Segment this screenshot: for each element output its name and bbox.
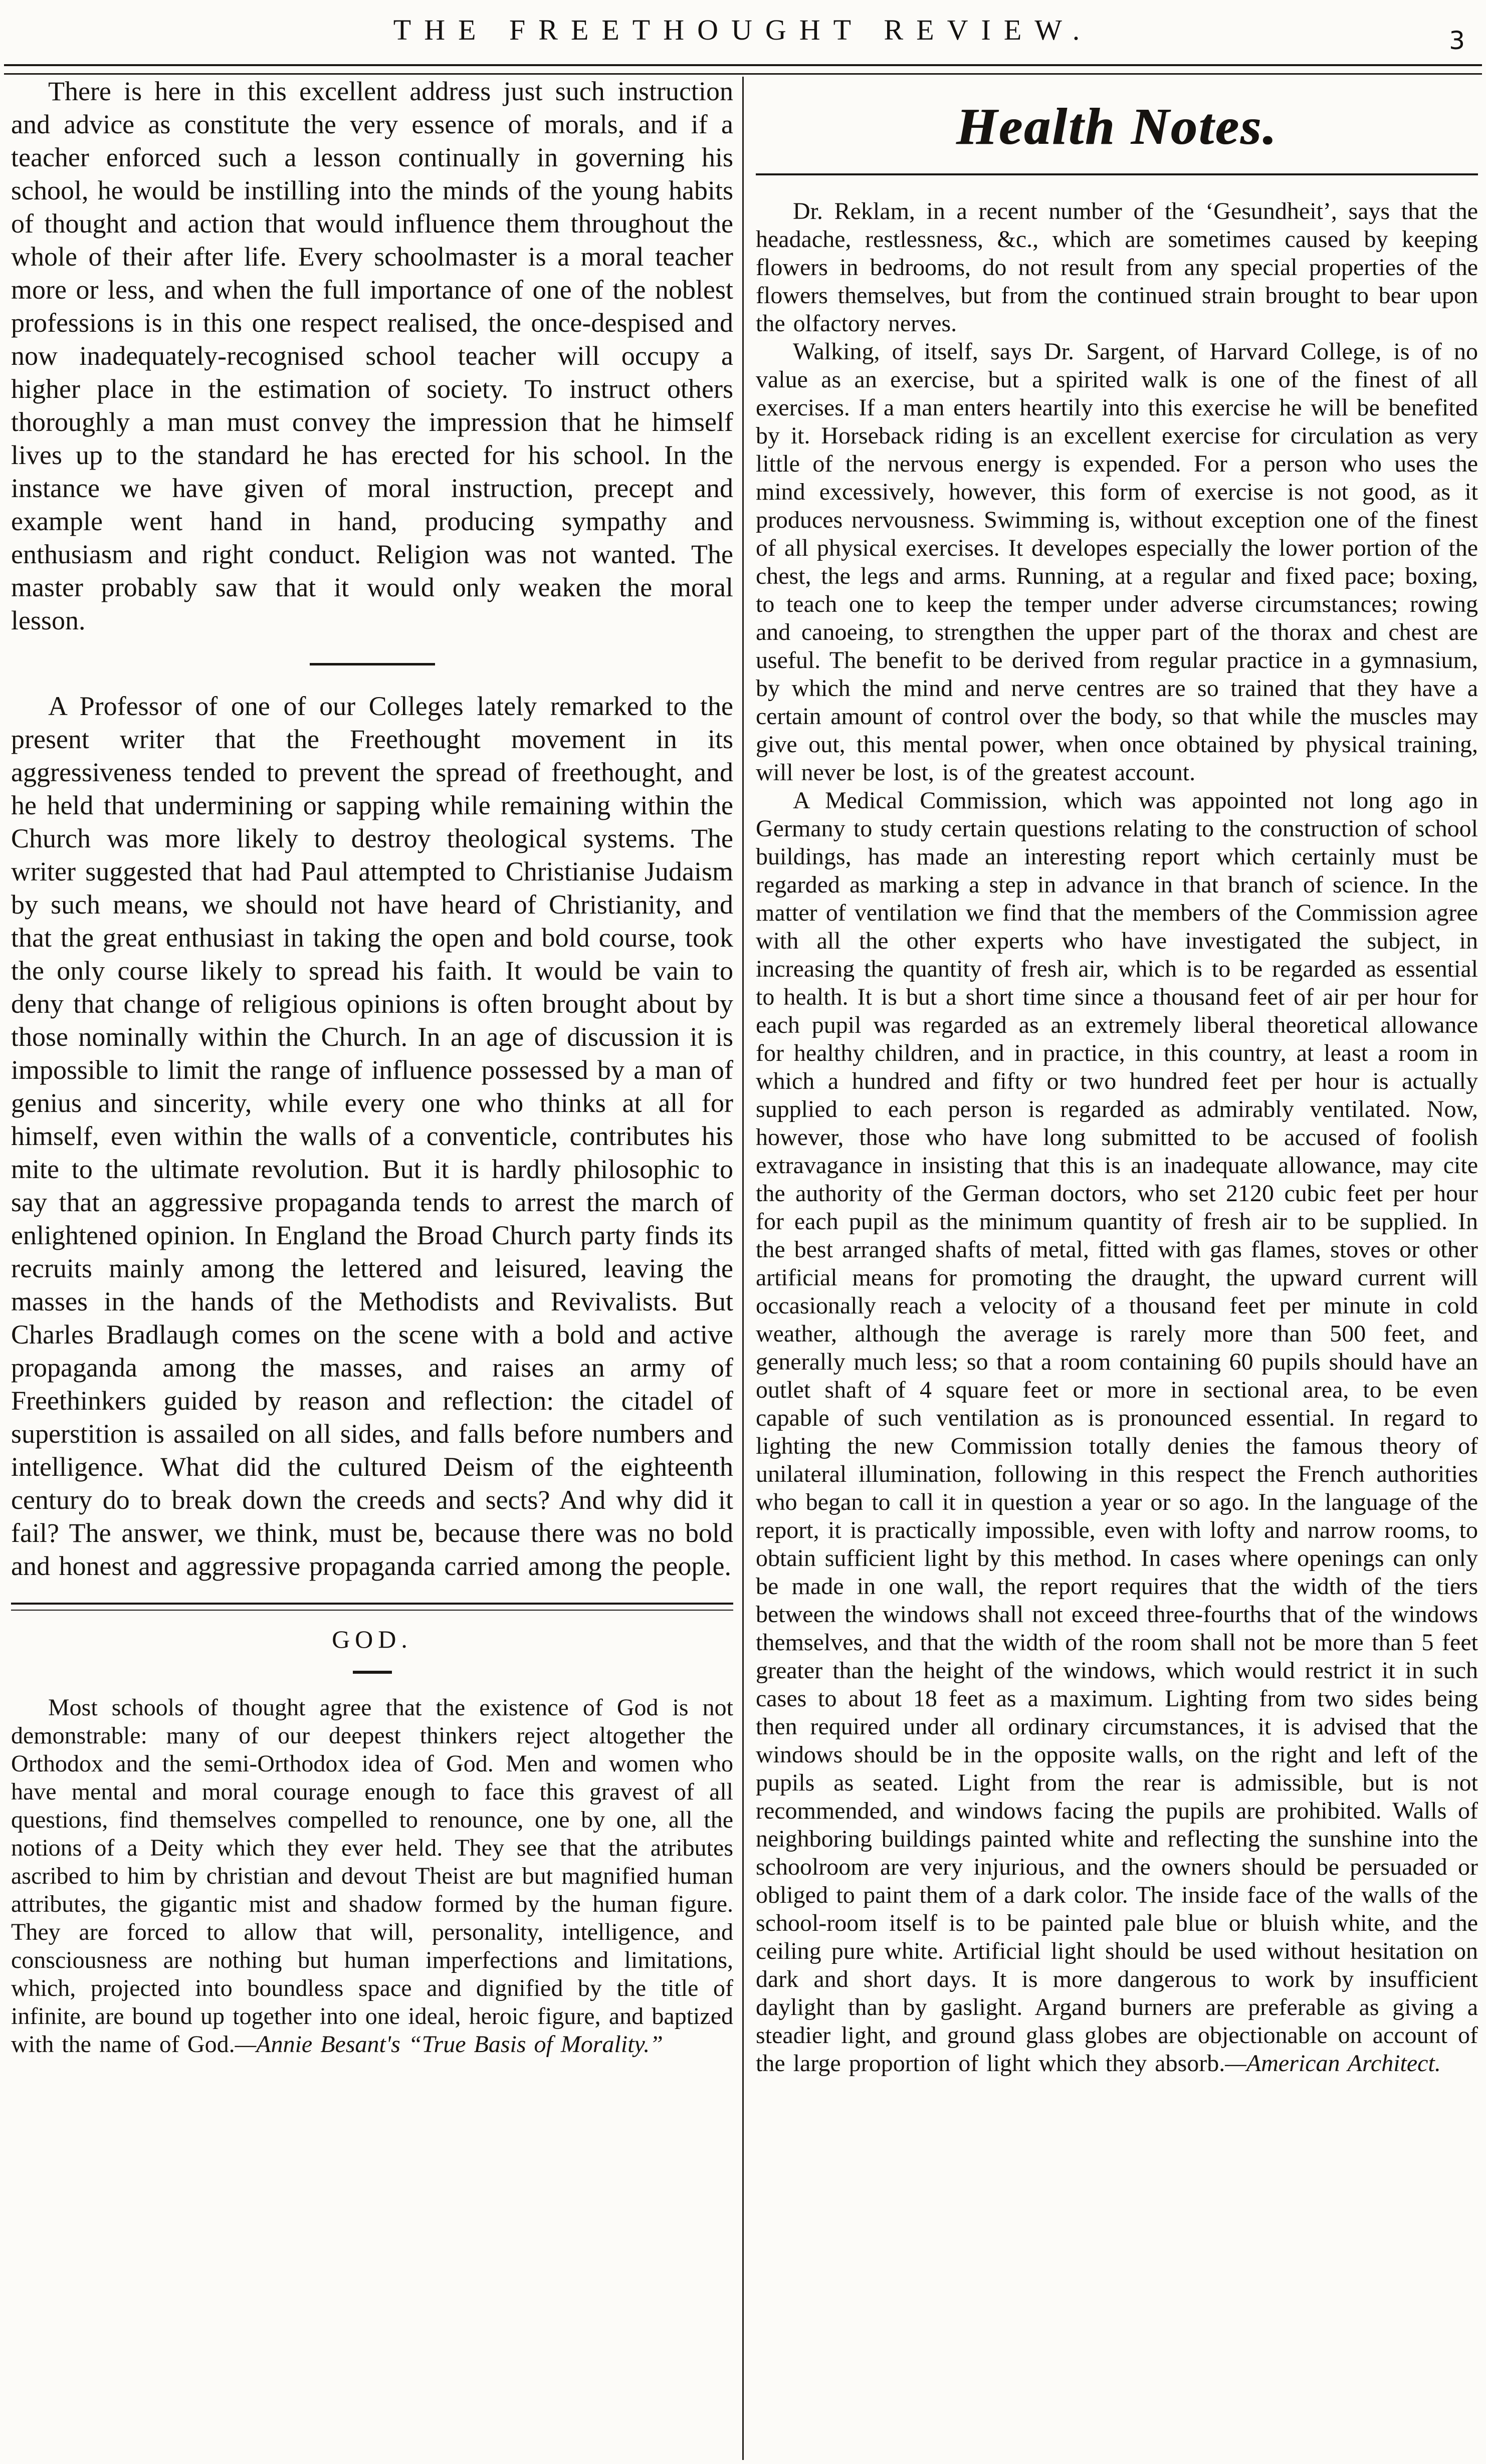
paragraph-text: A Medical Commission, which was appointed not long ago in Germany to study certain questions relating to the construction of school buildings, has made an interesting report which certainly must be regarded as marking a step in advance in that branch of science. In the matter of ventilation we find that the members of the Commission agree with all the other experts who have investigated the subject, in increasing the quantity of fresh air, which is to be regarded as essential to health. It is but a short time since a thousand feet of air per hour for each pupil was regarded as an extremely liberal theoretical allowance for healthy children, and in practice, in this country, at least a room in which a hundred and fifty or two hundred feet per hour is actually supplied to each person is regarded as admirably ventilated. Now, however, those who have long submitted to be accused of foolish extravagance in insisting that this is an inadequate allowance, may cite the authority of the German doctors, who set 2120 cubic feet per hour for each pupil as the minimum quantity of fresh air to be supplied. In the best arranged shafts of metal, fitted with gas flames, stoves or other artificial means for promoting the draught, the upward current will occasionally reach a velocity of a thousand feet per minute in cold weather, although the average is rarely more than 500 feet, and generally much less; so that a room containing 60 pupils should have an outlet shaft of 4 square feet or more in sectional area, to be even capable of such ventilation as is pronounced essential. In regard to lighting the new Commission totally denies the famous theory of unilateral illumination, following in this respect the French authorities who began to call it in question a year or so ago. In the language of the report, it is practically impossible, even with lofty and narrow rooms, to obtain sufficient light by this method. In cases where openings can only be made in one wall, the report requires that the width of the tiers between the windows shall not exceed three-fourths that of the windows themselves, and that the width of the room shall not be more than 5 feet greater than the height of the windows, which would restrict it in such cases to about 18 feet as a maximum. Lighting from two sides being then required under all ordinary circumstances, it is advised that the windows should be in the opposite walls, on the right and left of the pupils as seated. Light from the rear is admissible, but is not recommended, and windows facing the pupils are prohibited. Walls of neighboring buildings painted white and reflecting the sunshine into the schoolroom are very injurious, and the owners should be persuaded or obliged to paint them of a dark color. The inside face of the walls of the school-room itself is to be painted pale blue or bluish white, and the ceiling pure white. Artificial light should be used without hesitation on dark and short days. It is more dangerous to work by insufficient daylight than by gaslight. Argand burners are preferable as giving a steadier light, and ground glass globes are objectionable on account of the large proportion of light which they absorb.	[756, 787, 1478, 2077]
heading-rule	[756, 173, 1478, 175]
left-column	[11, 75, 742, 2460]
two-column-layout	[0, 75, 1486, 2460]
paragraph: Dr. Reklam, in a recent number of the ‘Gesundheit’, says that the headache, restlessness, &c., which are sometimes caused by keeping flowers in bedrooms, do not result from any special properties of the flowers themselves, but from the continued strain brought to bear upon the olfactory nerves.	[756, 198, 1478, 337]
paragraph-text: Most schools of thought agree that the existence of God is not demonstrable: many of our deepest thinkers reject altogether the Orthodox and the semi-Orthodox idea of God. Men and women who have mental and moral courage enough to face this gravest of all questions, find themselves compelled to renounce, one by one, all the notions of a Deity which they ever held. They see that the atributes ascribed to him by christian and devout Theist are but magnified human attributes, the gigantic mist and shadow formed by the human figure. They are forced to allow that will, personality, intelligence, and consciousness are nothing but human imperfections and limitations, which, projected into boundless space and dignified by the title of infinite, are bound up together into one ideal, heroic figure, and baptized with the name of God.	[11, 1694, 733, 2058]
paragraph	[756, 787, 1478, 2078]
header-double-rule	[4, 64, 1482, 75]
paragraph: There is here in this excellent address just such instruction and advice as constitute the very essence of morals, and if a teacher enforced such a lesson continually in governing his school, he would be instilling into the minds of the young habits of thought and action that would influence them throughout the whole of their after life. Every schoolmaster is a moral teacher more or less, and when the full importance of one of the noblest professions is in this one respect realised, the once-despised and now inadequately-recognised school teacher will occupy a higher place in the estimation of society. To instruct others thoroughly a man must convey the impression that he himself lives up to the standard he has erected for his school. In the instance we have given of moral instruction, precept and example went hand in hand, producing sympathy and enthusiasm and right conduct. Religion was not wanted. The master probably saw that it would only weaken the moral lesson.	[11, 76, 733, 635]
health-notes-heading: Health Notes.	[956, 98, 1278, 155]
page-header	[0, 0, 1486, 64]
heading-dash	[353, 1671, 392, 1674]
attribution: —Annie Besant's “True Basis of Morality.”	[235, 2031, 663, 2058]
paragraph	[11, 1694, 733, 2059]
paragraph: A Professor of one of our Colleges lately remarked to the present writer that the Freethought movement in its aggressiveness tended to prevent the spread of freethought, and he held that undermining or sapping while remaining within the Church was more likely to destroy theological systems. The writer suggested that had Paul attempted to Christianise Judaism by such means, we should not have heard of Christianity, and that the great enthusiast in taking the open and bold course, took the only course likely to spread his faith. It would be vain to deny that change of religious opinions is often brought about by those nominally within the Church. In an age of discussion it is impossible to limit the range of influence possessed by a man of genius and sincerity, while every one who thinks at all for himself, even within the walls of a conventicle, contributes his mite to the ultimate revolution. But it is hardly philosophic to say that an aggressive propaganda tends to arrest the march of enlightened opinion. In England the Broad Church party finds its recruits mainly among the lettered and leisured, leaving the masses in the hands of the Methodists and Revivalists. But Charles Bradlaugh comes on the scene with a bold and active propaganda among the masses, and raises an army of Freethinkers guided by reason and reflection: the citadel of superstition is assailed on all sides, and falls before numbers and intelligence. What did the cultured Deism of the eighteenth century do to break down the creeds and sects? And why did it fail? The answer, we think, must be, because there was no bold and honest and aggressive propaganda carried among the people.	[11, 691, 733, 1581]
right-column	[744, 75, 1478, 2460]
page-title: THE FREETHOUGHT REVIEW.	[393, 14, 1093, 46]
page-number: 3	[1449, 26, 1465, 55]
section-divider	[310, 663, 435, 665]
paragraph: Walking, of itself, says Dr. Sargent, of Harvard College, is of no value as an exercise, but a spirited walk is one of the finest of all exercises. If a man enters heartily into this exercise he will be benefited by it. Horseback riding is an excellent exercise for circulation as very little of the nervous energy is expended. For a person who uses the mind excessively, however, this form of exercise is not good, as it produces nervousness. Swimming is, without exception one of the finest of all physical exercises. It developes especially the lower portion of the chest, the legs and arms. Running, at a regular and fixed pace; boxing, to teach one to keep the temper under adverse circumstances; rowing and canoeing, to strengthen the upper part of the thorax and chest are useful. The benefit to be derived from regular practice in a gymnasium, by which the mind and nerve centres are so trained that they have a certain amount of control over the body, so that while the muscles may give out, this mental power, when once obtained by physical training, will never be lost, is of the greatest account.	[756, 338, 1478, 786]
god-section-heading: GOD.	[332, 1625, 412, 1653]
article-separator-rule	[11, 1603, 733, 1611]
attribution: —American Architect.	[1225, 2050, 1441, 2077]
